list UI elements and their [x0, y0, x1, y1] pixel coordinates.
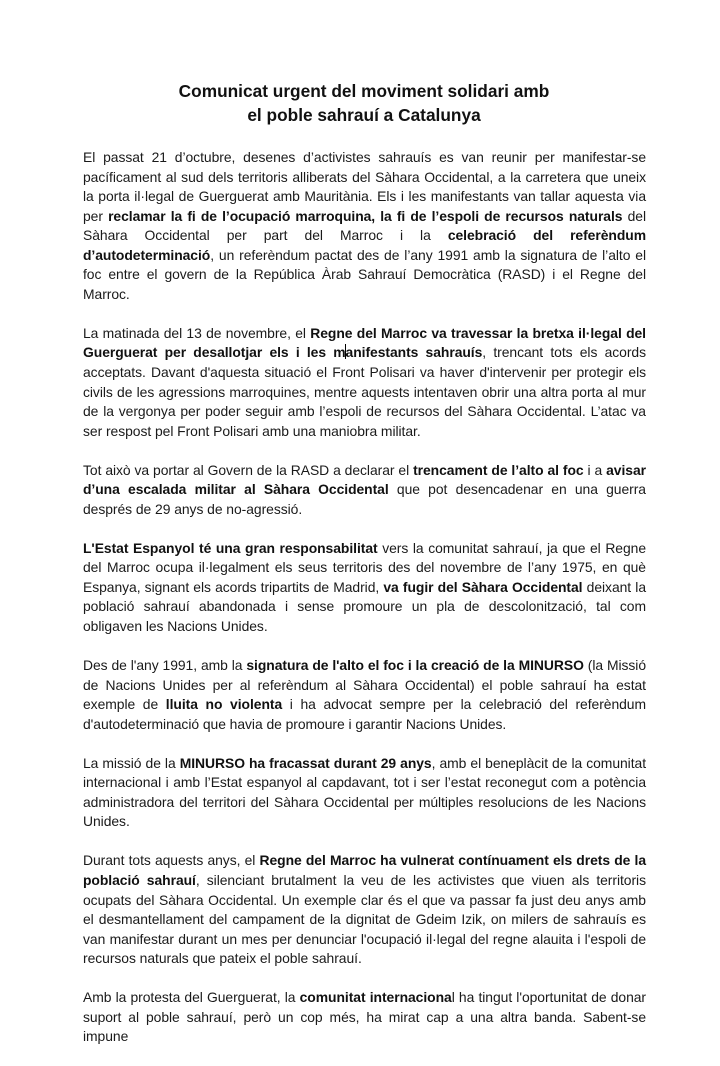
- text-run: Des de l'any 1991, amb la: [83, 657, 247, 674]
- bold-text: va fugir del Sàhara Occidental: [383, 578, 583, 595]
- document-body[interactable]: [83, 148, 646, 1066]
- text-run: La matinada del 13 de novembre, el: [83, 324, 311, 341]
- text-run: i ha advocat sempre per la celebració del referèndum d'autodeterminació que havia de promoure i garantir Nacions Unides.: [83, 696, 646, 732]
- title-line-2: el poble sahrauí a Catalunya: [247, 105, 481, 125]
- text-run: La missió de la: [83, 754, 180, 771]
- bold-text: trencament de l’alto al foc: [413, 461, 584, 478]
- text-run: Amb la protesta del Guerguerat, la: [83, 989, 300, 1006]
- bold-text: Regne del Marroc ha vulnerat contínuament els drets de la població sahrauí: [83, 852, 646, 888]
- text-run: que pot desencadenar en una guerra després de 29 anys de no-agressió.: [83, 481, 646, 517]
- bold-text: MINURSO ha fracassat durant 29 anys: [179, 754, 432, 771]
- paragraph: [83, 539, 646, 637]
- text-run: , trencant tots els acords acceptats. Davant d'aquesta situació el Front Polisari va haver d'intervenir per protegir els civils de les agressions marroquines, mentre aquests intentaven obrir una altra porta al mur de la vergonya per poder seguir amb l’espoli de recursos del Sàhara Occidental. L’atac va ser respost pel Front Polisari amb una maniobra militar.: [83, 344, 646, 439]
- text-run: (la Missió de Nacions Unides per al referèndum al Sàhara Occidental) el poble sahrauí ha estat exemple de: [83, 657, 646, 713]
- bold-text: avisar d’una escalada militar al Sàhara Occidental: [83, 461, 646, 498]
- text-run: vers la comunitat sahrauí, ja que el Regne del Marroc ocupa il·legalment els seus territoris des del novembre de l’any 1975, en què Espanya, signant els acords tripartits de Madrid,: [83, 539, 647, 595]
- paragraph: [83, 324, 646, 441]
- document-title: [0, 79, 720, 127]
- paragraph: [83, 656, 646, 734]
- paragraph: [83, 754, 646, 832]
- bold-text: signatura de l'alto el foc i la creació de la MINURSO: [246, 657, 584, 674]
- bold-text: Regne del Marroc va travessar la bretxa il·legal del Guerguerat per desallotjar els i les m: [83, 324, 646, 361]
- text-run: Tot això va portar al Govern de la RASD a declarar el: [83, 461, 414, 478]
- text-run: Durant tots aquests anys, el: [83, 852, 260, 869]
- text-run: El passat 21 d’octubre, desenes d’activistes sahrauís es van reunir per manifestar-se pacíficament al sud dels territoris alliberats del Sàhara Occidental, a la carretera que uneix la porta il·legal de Guerguerat amb Mauritània. Els i les manifestants van tallar aquesta via per: [83, 149, 646, 224]
- text-run: , un referèndum pactat des de l’any 1991 amb la signatura de l’alto el foc entre el govern de la República Àrab Sahrauí Democràtica (RASD) i el Regne del Marroc.: [83, 246, 646, 302]
- text-run: , amb el beneplàcit de la comunitat internacional i amb l’Estat espanyol al capdavant, tot i ser l’estat reconegut com a potència administradora del territori del Sàhara Occidental per múltiples resolucions de les Nacions Unides.: [83, 754, 647, 830]
- text-run: deixant la població sahrauí abandonada i sense promoure un pla de descolonització, tal com obligaven les Nacions Unides.: [83, 578, 646, 634]
- bold-text: lluita no violenta: [165, 696, 283, 713]
- paragraph: [83, 148, 646, 304]
- bold-text: celebració del referèndum d’autodeterminació: [83, 227, 646, 263]
- bold-text: comunitat internaciona: [299, 989, 452, 1006]
- bold-text: reclamar la fi de l’ocupació marroquina, la fi de l’espoli de recursos naturals: [108, 207, 623, 224]
- paragraph: [83, 851, 646, 968]
- text-run: l ha tingut l'oportunitat de donar suport al poble sahrauí, però un cop més, ha mirat cap a una altra banda. Sabent-se impune: [83, 989, 646, 1045]
- bold-text: L'Estat Espanyol té una gran responsabilitat: [83, 539, 378, 556]
- text-run: , silenciant brutalment la veu de les activistes que viuen als territoris ocupats del Sàhara Occidental. Un exemple clar és el que va passar fa just deu anys amb el desmantellament del campament de la dignitat de Gdeim Izik, on milers de sahrauís es van manifestar durant un mes per denunciar l'ocupació il·legal del regne alauita i l'espoli de recursos naturals que pateix el poble sahrauí.: [83, 871, 646, 967]
- title-line-1: Comunicat urgent del moviment solidari amb: [178, 81, 550, 101]
- text-run: del Sàhara Occidental per part del Marroc i la: [83, 207, 646, 244]
- paragraph: [83, 461, 646, 520]
- text-run: i a: [583, 461, 607, 478]
- paragraph: [83, 988, 646, 1047]
- bold-text: anifestants sahrauís: [345, 344, 483, 361]
